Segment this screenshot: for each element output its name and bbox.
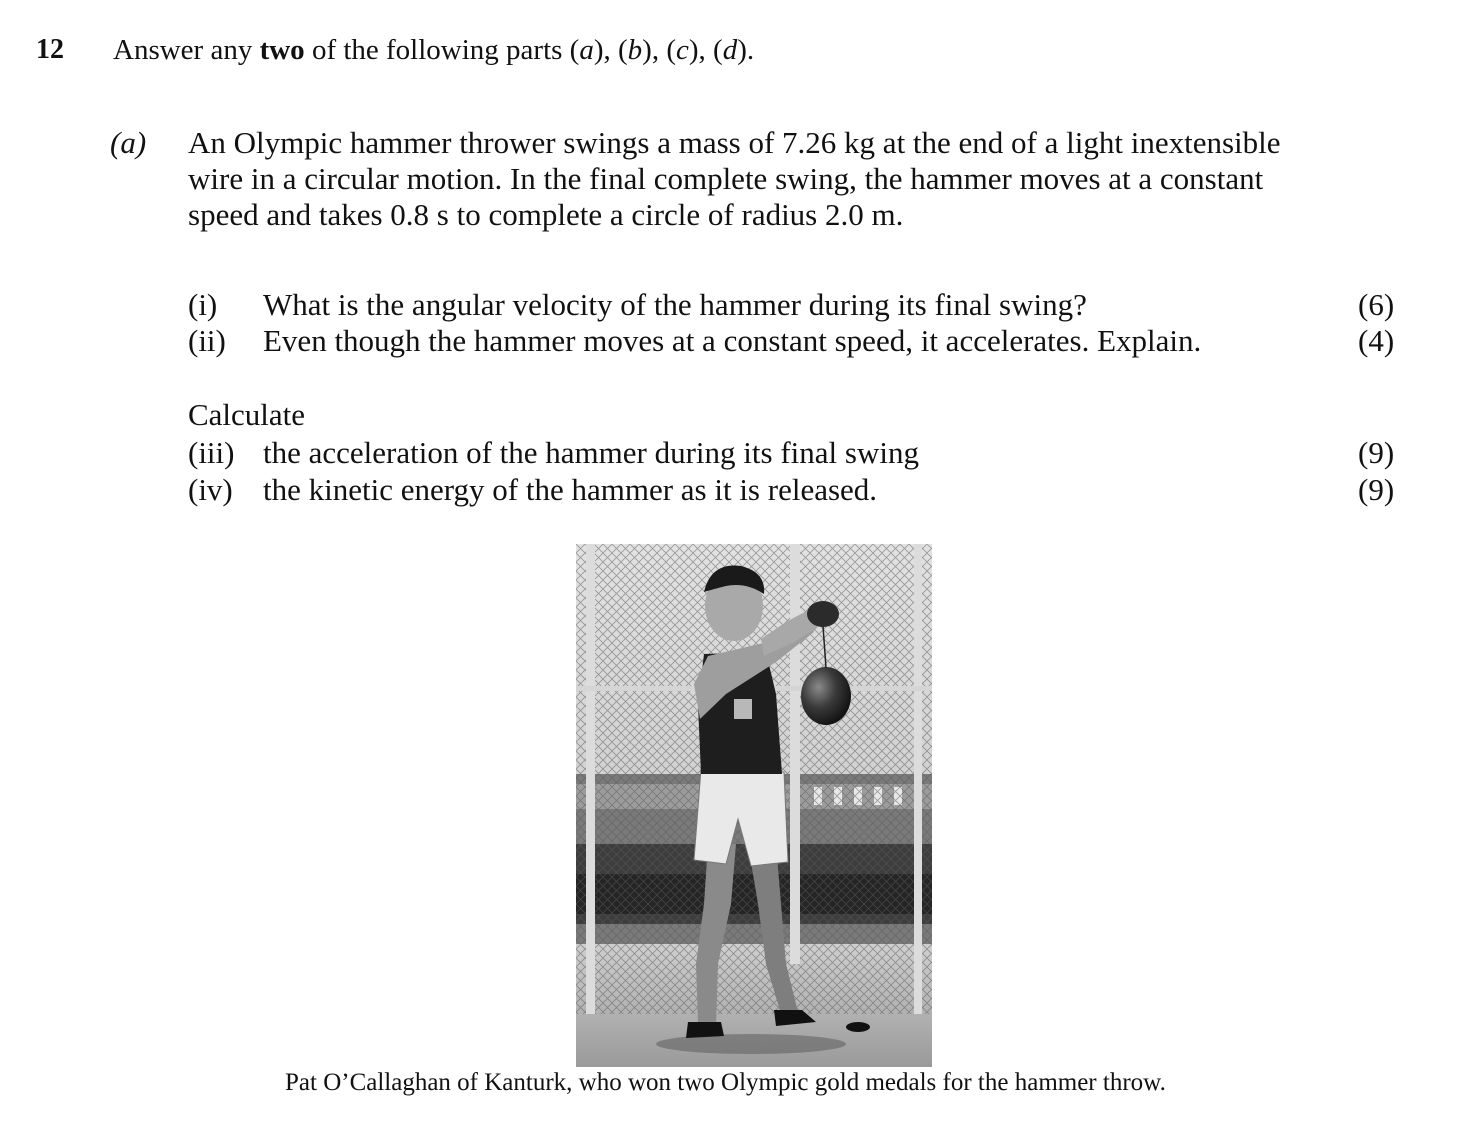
hammer-thrower-photo: [576, 544, 932, 1067]
part-a-stem-line-3: speed and takes 0.8 s to complete a circle of radius 2.0 m.: [188, 197, 904, 232]
question-iii-text: the acceleration of the hammer during its final swing: [263, 435, 919, 470]
part-a-stem-line-1: An Olympic hammer thrower swings a mass of 7.26 kg at the end of a light inextensible: [188, 125, 1281, 160]
question-intro: Answer any two of the following parts (a), (b), (c), (d).: [113, 34, 755, 66]
calculate-label: Calculate: [188, 397, 306, 432]
part-a-label: (a): [110, 125, 147, 160]
question-iii-number: (iii): [188, 435, 235, 470]
photo-caption: Pat O’Callaghan of Kanturk, who won two Olympic gold medals for the hammer throw.: [285, 1069, 1166, 1096]
question-iii-marks: (9): [1358, 435, 1395, 470]
intro-text-end: ).: [737, 34, 755, 66]
question-number: 12: [36, 34, 64, 65]
intro-part-d: d: [722, 34, 738, 66]
question-i-text: What is the angular velocity of the hammer during its final swing?: [263, 287, 1087, 322]
question-iv-number: (iv): [188, 472, 233, 507]
question-ii-number: (ii): [188, 323, 226, 358]
intro-emphasis: two: [259, 34, 305, 66]
intro-part-c: c: [675, 34, 689, 66]
question-i-number: (i): [188, 287, 218, 322]
intro-part-b: b: [627, 34, 643, 66]
question-ii-text: Even though the hammer moves at a constant speed, it accelerates. Explain.: [263, 323, 1202, 358]
part-a-stem-line-2: wire in a circular motion. In the final complete swing, the hammer moves at a constant: [188, 161, 1264, 196]
intro-text-mid: of the following parts (: [304, 34, 580, 66]
question-i-marks: (6): [1358, 287, 1395, 322]
intro-part-a: a: [579, 34, 594, 66]
question-iv-marks: (9): [1358, 472, 1395, 507]
question-iv-text: the kinetic energy of the hammer as it is released.: [263, 472, 878, 507]
question-ii-marks: (4): [1358, 323, 1395, 358]
intro-text-start: Answer any: [113, 34, 260, 66]
